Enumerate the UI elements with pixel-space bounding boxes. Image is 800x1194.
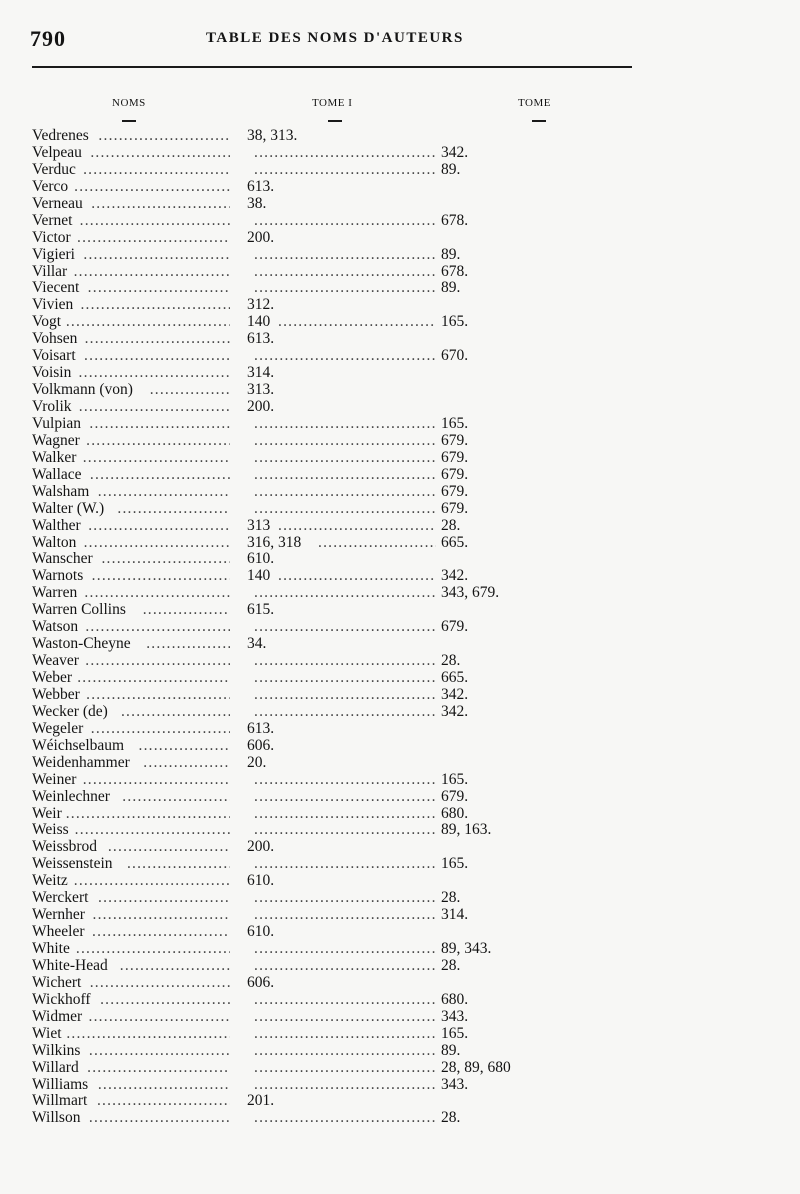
leader-dots-fill xyxy=(108,839,230,855)
leader-dots xyxy=(254,670,436,687)
author-name: Weissenstein xyxy=(32,855,113,873)
author-name: Verneau xyxy=(32,194,83,212)
tome2-pages: 89. xyxy=(441,1041,461,1059)
tome2-pages: 343. xyxy=(441,1007,469,1025)
leader-dots xyxy=(254,704,436,721)
index-entry xyxy=(32,772,632,789)
author-name: Webber xyxy=(32,685,80,703)
leader-dots-fill xyxy=(89,1009,230,1025)
index-entry xyxy=(32,670,632,687)
leader-dots-fill xyxy=(86,687,230,703)
leader-dots-fill xyxy=(83,772,230,788)
leader-dots-fill xyxy=(98,128,230,144)
tome1-pages: 610. xyxy=(247,872,275,890)
tome2-pages: 89, 343. xyxy=(441,940,492,957)
index-entry xyxy=(32,179,632,196)
author-name: Vogt xyxy=(32,313,62,331)
tome2-pages: 680. xyxy=(441,990,469,1008)
leader-dots-fill xyxy=(89,416,230,432)
leader-dots xyxy=(254,1110,436,1127)
index-entry xyxy=(32,196,632,213)
leader-dots xyxy=(254,806,436,823)
tome2-pages: 89. xyxy=(441,160,461,178)
leader-dots xyxy=(254,585,436,602)
index-entry xyxy=(32,789,632,806)
leader-dots-fill xyxy=(89,1110,230,1126)
author-name: Villar xyxy=(32,262,68,280)
author-name: Walter (W.) xyxy=(32,499,105,517)
leader-dots xyxy=(254,501,436,518)
index-entry xyxy=(32,975,632,992)
tome2-pages: 679. xyxy=(441,431,469,449)
leader-dots-fill xyxy=(97,1093,230,1109)
index-entry xyxy=(32,839,632,856)
index-entry xyxy=(32,314,632,331)
author-name: Wheeler xyxy=(32,923,85,941)
leader-dots-fill xyxy=(92,924,230,940)
header-rule xyxy=(32,66,632,68)
index-entry xyxy=(32,128,632,145)
tome2-pages: 679. xyxy=(441,787,469,805)
author-name: Werckert xyxy=(32,889,89,907)
author-name: Verco xyxy=(32,177,69,195)
author-name: Walsham xyxy=(32,482,90,500)
tome1-pages: 312. xyxy=(247,296,275,314)
leader-dots-fill xyxy=(117,501,230,517)
tome2-pages: 28. xyxy=(441,889,461,907)
leader-dots-fill xyxy=(139,738,231,754)
leader-dots-fill xyxy=(84,535,230,551)
author-name: Williams xyxy=(32,1075,89,1093)
index-entry xyxy=(32,738,632,755)
tome1-pages: 140 xyxy=(247,567,271,585)
leader-dots-fill xyxy=(90,145,230,161)
tome1-pages: 316, 318 xyxy=(247,533,302,551)
leader-dots-fill xyxy=(85,619,230,635)
leader-dots-fill xyxy=(83,162,230,178)
index-entry xyxy=(32,602,632,619)
leader-dots xyxy=(278,314,436,331)
index-entry xyxy=(32,856,632,873)
index-entry xyxy=(32,484,632,501)
tome2-pages: 89. xyxy=(441,245,461,263)
author-name: Vigieri xyxy=(32,245,75,263)
leader-dots-fill xyxy=(143,755,230,771)
tome2-pages: 28. xyxy=(441,956,461,974)
index-entry xyxy=(32,501,632,518)
leader-dots-fill xyxy=(90,467,230,483)
leader-dots xyxy=(318,535,436,552)
author-name: Wéichselbaum xyxy=(32,736,125,754)
author-name: Vohsen xyxy=(32,330,78,348)
author-name: Verduc xyxy=(32,160,76,178)
leader-dots-fill xyxy=(85,331,230,347)
leader-dots xyxy=(254,958,436,975)
leader-dots-fill xyxy=(84,585,230,601)
leader-dots-fill xyxy=(75,822,230,838)
author-name: White xyxy=(32,940,70,957)
index-entry xyxy=(32,450,632,467)
tome2-pages: 670. xyxy=(441,347,469,365)
author-name: Waston-Cheyne xyxy=(32,635,131,653)
leader-dots-fill xyxy=(88,518,230,534)
tome2-pages: 679. xyxy=(441,482,469,500)
tome1-pages: 313 xyxy=(247,516,271,534)
author-name: Wallace xyxy=(32,465,82,483)
tome2-pages: 343, 679. xyxy=(441,584,500,602)
leader-dots xyxy=(278,568,436,585)
column-header-noms: NOMS xyxy=(112,97,146,109)
author-name: Volkmann (von) xyxy=(32,381,133,399)
author-name: Willmart xyxy=(32,1092,88,1110)
index-entry xyxy=(32,1009,632,1026)
author-name: Weir xyxy=(32,804,62,822)
tome1-pages: 201. xyxy=(247,1092,275,1110)
index-entry xyxy=(32,399,632,416)
leader-dots-fill xyxy=(93,907,230,923)
leader-dots xyxy=(254,1060,436,1077)
tome1-pages: 606. xyxy=(247,973,275,991)
leader-dots-fill xyxy=(143,602,230,618)
index-entry xyxy=(32,230,632,247)
tome1-pages: 140 xyxy=(247,313,271,331)
index-entry xyxy=(32,992,632,1009)
author-name: Wichert xyxy=(32,973,82,991)
leader-dots xyxy=(254,772,436,789)
leader-dots-fill xyxy=(127,856,230,872)
tome1-pages: 610. xyxy=(247,550,275,568)
leader-dots-fill xyxy=(87,1060,230,1076)
index-entry xyxy=(32,806,632,823)
column-dash-tome1 xyxy=(328,120,342,122)
leader-dots-fill xyxy=(91,196,230,212)
column-header-tome2: TOME xyxy=(518,97,551,109)
author-name: Wecker (de) xyxy=(32,702,108,720)
author-name: Wickhoff xyxy=(32,990,91,1008)
tome2-pages: 28, 89, 680 xyxy=(441,1058,511,1076)
author-name: Wegeler xyxy=(32,719,84,737)
tome2-pages: 679. xyxy=(441,465,469,483)
index-entry xyxy=(32,907,632,924)
index-entry xyxy=(32,873,632,890)
leader-dots xyxy=(254,416,436,433)
index-entry xyxy=(32,924,632,941)
leader-dots xyxy=(254,484,436,501)
tome2-pages: 165. xyxy=(441,855,469,873)
tome1-pages: 200. xyxy=(247,398,275,415)
leader-dots-fill xyxy=(84,348,230,364)
tome2-pages: 665. xyxy=(441,533,469,551)
leader-dots-fill xyxy=(90,975,230,991)
column-dash-tome2 xyxy=(532,120,546,122)
leader-dots-fill xyxy=(77,230,230,246)
leader-dots xyxy=(254,264,436,281)
tome1-pages: 615. xyxy=(247,601,275,619)
author-name: Warren Collins xyxy=(32,601,126,619)
leader-dots xyxy=(254,992,436,1009)
index-entry xyxy=(32,1043,632,1060)
author-name: Weber xyxy=(32,669,73,686)
leader-dots xyxy=(254,619,436,636)
index-entry xyxy=(32,1060,632,1077)
index-entry xyxy=(32,416,632,433)
tome2-pages: 165. xyxy=(441,313,469,331)
tome2-pages: 342. xyxy=(441,702,469,720)
index-entry xyxy=(32,890,632,907)
index-entry xyxy=(32,518,632,535)
author-name: Wagner xyxy=(32,431,80,449)
leader-dots-fill xyxy=(89,1043,230,1059)
tome1-pages: 38. xyxy=(247,194,267,212)
leader-dots xyxy=(254,1043,436,1060)
index-entry xyxy=(32,264,632,281)
tome1-pages: 200. xyxy=(247,228,275,246)
index-entry xyxy=(32,162,632,179)
tome1-pages: 313. xyxy=(247,381,275,399)
tome2-pages: 28. xyxy=(441,652,461,670)
author-name: Vulpian xyxy=(32,414,82,432)
index-entry xyxy=(32,331,632,348)
index-entry xyxy=(32,213,632,230)
index-entry xyxy=(32,704,632,721)
author-name: Warren xyxy=(32,584,78,602)
tome2-pages: 678. xyxy=(441,262,469,280)
author-name: Weiss xyxy=(32,821,69,839)
author-name: Victor xyxy=(32,228,71,246)
leader-dots-fill xyxy=(80,297,230,313)
author-name: Wernher xyxy=(32,906,85,924)
tome2-pages: 314. xyxy=(441,906,469,924)
leader-dots xyxy=(254,907,436,924)
leader-dots xyxy=(254,941,436,958)
leader-dots-fill xyxy=(83,247,230,263)
leader-dots xyxy=(254,890,436,907)
leader-dots xyxy=(254,280,436,297)
leader-dots-fill xyxy=(85,653,230,669)
index-entry xyxy=(32,365,632,382)
leader-dots xyxy=(254,145,436,162)
index-entry xyxy=(32,1110,632,1127)
author-name: Vernet xyxy=(32,211,73,229)
tome2-pages: 165. xyxy=(441,1024,469,1042)
leader-dots xyxy=(254,856,436,873)
author-name: Velpeau xyxy=(32,143,82,161)
author-name: Vedrenes xyxy=(32,127,89,144)
leader-dots xyxy=(254,247,436,264)
leader-dots-fill xyxy=(74,873,230,889)
index-entry xyxy=(32,348,632,365)
author-name: Weinlechner xyxy=(32,787,110,805)
author-name: Willson xyxy=(32,1109,81,1127)
leader-dots-fill xyxy=(101,551,230,567)
leader-dots xyxy=(32,314,230,331)
index-entry xyxy=(32,280,632,297)
author-name: Weitz xyxy=(32,872,68,890)
leader-dots-fill xyxy=(150,382,230,398)
index-entry xyxy=(32,247,632,264)
author-name: Walton xyxy=(32,533,77,551)
tome2-pages: 680. xyxy=(441,804,469,822)
tome1-pages: 606. xyxy=(247,736,275,754)
author-name: Weaver xyxy=(32,652,79,670)
index-entry xyxy=(32,1077,632,1094)
leader-dots-fill xyxy=(74,264,230,280)
tome2-pages: 89, 163. xyxy=(441,821,492,839)
author-name: Weiner xyxy=(32,770,77,788)
author-name: Vivien xyxy=(32,296,74,314)
tome1-pages: 38, 313. xyxy=(247,127,298,144)
author-name: Viecent xyxy=(32,279,80,297)
leader-dots-fill xyxy=(98,890,230,906)
leader-dots xyxy=(254,1026,436,1043)
tome2-pages: 28. xyxy=(441,1109,461,1127)
tome2-pages: 343. xyxy=(441,1075,469,1093)
index-entry xyxy=(32,382,632,399)
column-dash-noms xyxy=(122,120,136,122)
leader-dots xyxy=(254,822,436,839)
leader-dots-fill xyxy=(80,213,230,229)
author-name: Wilkins xyxy=(32,1041,81,1059)
index-entry xyxy=(32,687,632,704)
tome1-pages: 613. xyxy=(247,719,275,737)
tome2-pages: 678. xyxy=(441,211,469,229)
page-number: 790 xyxy=(30,26,66,51)
author-name: Voisart xyxy=(32,347,76,365)
leader-dots-fill xyxy=(79,365,230,381)
tome2-pages: 342. xyxy=(441,685,469,703)
leader-dots-fill xyxy=(77,670,230,686)
author-index-list xyxy=(32,128,632,1127)
tome1-pages: 200. xyxy=(247,838,275,856)
leader-dots xyxy=(254,162,436,179)
tome1-pages: 34. xyxy=(247,635,267,653)
running-title: TABLE DES NOMS D'AUTEURS xyxy=(206,30,464,46)
tome2-pages: 342. xyxy=(441,143,469,161)
author-name: Weidenhammer xyxy=(32,753,130,771)
author-name: Wiet xyxy=(32,1024,62,1042)
author-name: Voisin xyxy=(32,364,72,382)
tome2-pages: 665. xyxy=(441,669,469,686)
leader-dots-fill xyxy=(98,1077,230,1093)
leader-dots-fill xyxy=(92,568,230,584)
leader-dots-fill xyxy=(83,450,230,466)
leader-dots xyxy=(254,348,436,365)
leader-dots xyxy=(254,433,436,450)
author-name: Weissbrod xyxy=(32,838,98,856)
index-entry xyxy=(32,636,632,653)
leader-dots-fill xyxy=(122,789,230,805)
tome1-pages: 610. xyxy=(247,923,275,941)
tome2-pages: 28. xyxy=(441,516,461,534)
tome2-pages: 342. xyxy=(441,567,469,585)
tome2-pages: 165. xyxy=(441,414,469,432)
leader-dots xyxy=(254,687,436,704)
author-name: Watson xyxy=(32,618,79,636)
leader-dots-fill xyxy=(98,484,230,500)
index-entry xyxy=(32,619,632,636)
leader-dots xyxy=(254,450,436,467)
index-entry xyxy=(32,1093,632,1110)
leader-dots-fill xyxy=(79,399,230,415)
leader-dots xyxy=(254,1077,436,1094)
index-entry xyxy=(32,297,632,314)
leader-dots-fill xyxy=(66,314,230,330)
tome1-pages: 613. xyxy=(247,177,275,195)
author-name: Vrolik xyxy=(32,398,72,415)
leader-dots-fill xyxy=(100,992,230,1008)
leader-dots xyxy=(278,518,436,535)
index-entry xyxy=(32,551,632,568)
index-entry xyxy=(32,467,632,484)
leader-dots-fill xyxy=(88,280,230,296)
index-entry xyxy=(32,568,632,585)
leader-dots-fill xyxy=(121,704,230,720)
index-entry xyxy=(32,1026,632,1043)
index-entry xyxy=(32,941,632,958)
index-entry xyxy=(32,755,632,772)
author-name: White-Head xyxy=(32,956,108,974)
index-entry xyxy=(32,585,632,602)
author-name: Walker xyxy=(32,448,77,466)
leader-dots-fill xyxy=(66,806,230,822)
author-name: Walther xyxy=(32,516,81,534)
tome2-pages: 679. xyxy=(441,448,469,466)
leader-dots-fill xyxy=(74,179,230,195)
index-entry xyxy=(32,535,632,552)
tome1-pages: 613. xyxy=(247,330,275,348)
leader-dots xyxy=(254,467,436,484)
index-entry xyxy=(32,822,632,839)
leader-dots xyxy=(254,1009,436,1026)
index-entry xyxy=(32,721,632,738)
index-entry xyxy=(32,653,632,670)
leader-dots xyxy=(254,653,436,670)
leader-dots-fill xyxy=(146,636,230,652)
leader-dots-fill xyxy=(86,433,230,449)
index-entry xyxy=(32,433,632,450)
leader-dots-fill xyxy=(120,958,230,974)
leader-dots xyxy=(254,213,436,230)
author-name: Widmer xyxy=(32,1007,83,1025)
leader-dots-fill xyxy=(66,1026,230,1042)
author-name: Warnots xyxy=(32,567,84,585)
column-header-tome1: TOME I xyxy=(312,97,353,109)
tome2-pages: 89. xyxy=(441,279,461,297)
leader-dots-fill xyxy=(76,941,230,957)
author-name: Wanscher xyxy=(32,550,93,568)
tome2-pages: 165. xyxy=(441,770,469,788)
tome1-pages: 314. xyxy=(247,364,275,382)
index-entry xyxy=(32,145,632,162)
leader-dots-fill xyxy=(91,721,230,737)
leader-dots xyxy=(254,789,436,806)
index-entry xyxy=(32,958,632,975)
tome2-pages: 679. xyxy=(441,618,469,636)
author-name: Willard xyxy=(32,1058,79,1076)
tome2-pages: 679. xyxy=(441,499,469,517)
tome1-pages: 20. xyxy=(247,753,267,771)
